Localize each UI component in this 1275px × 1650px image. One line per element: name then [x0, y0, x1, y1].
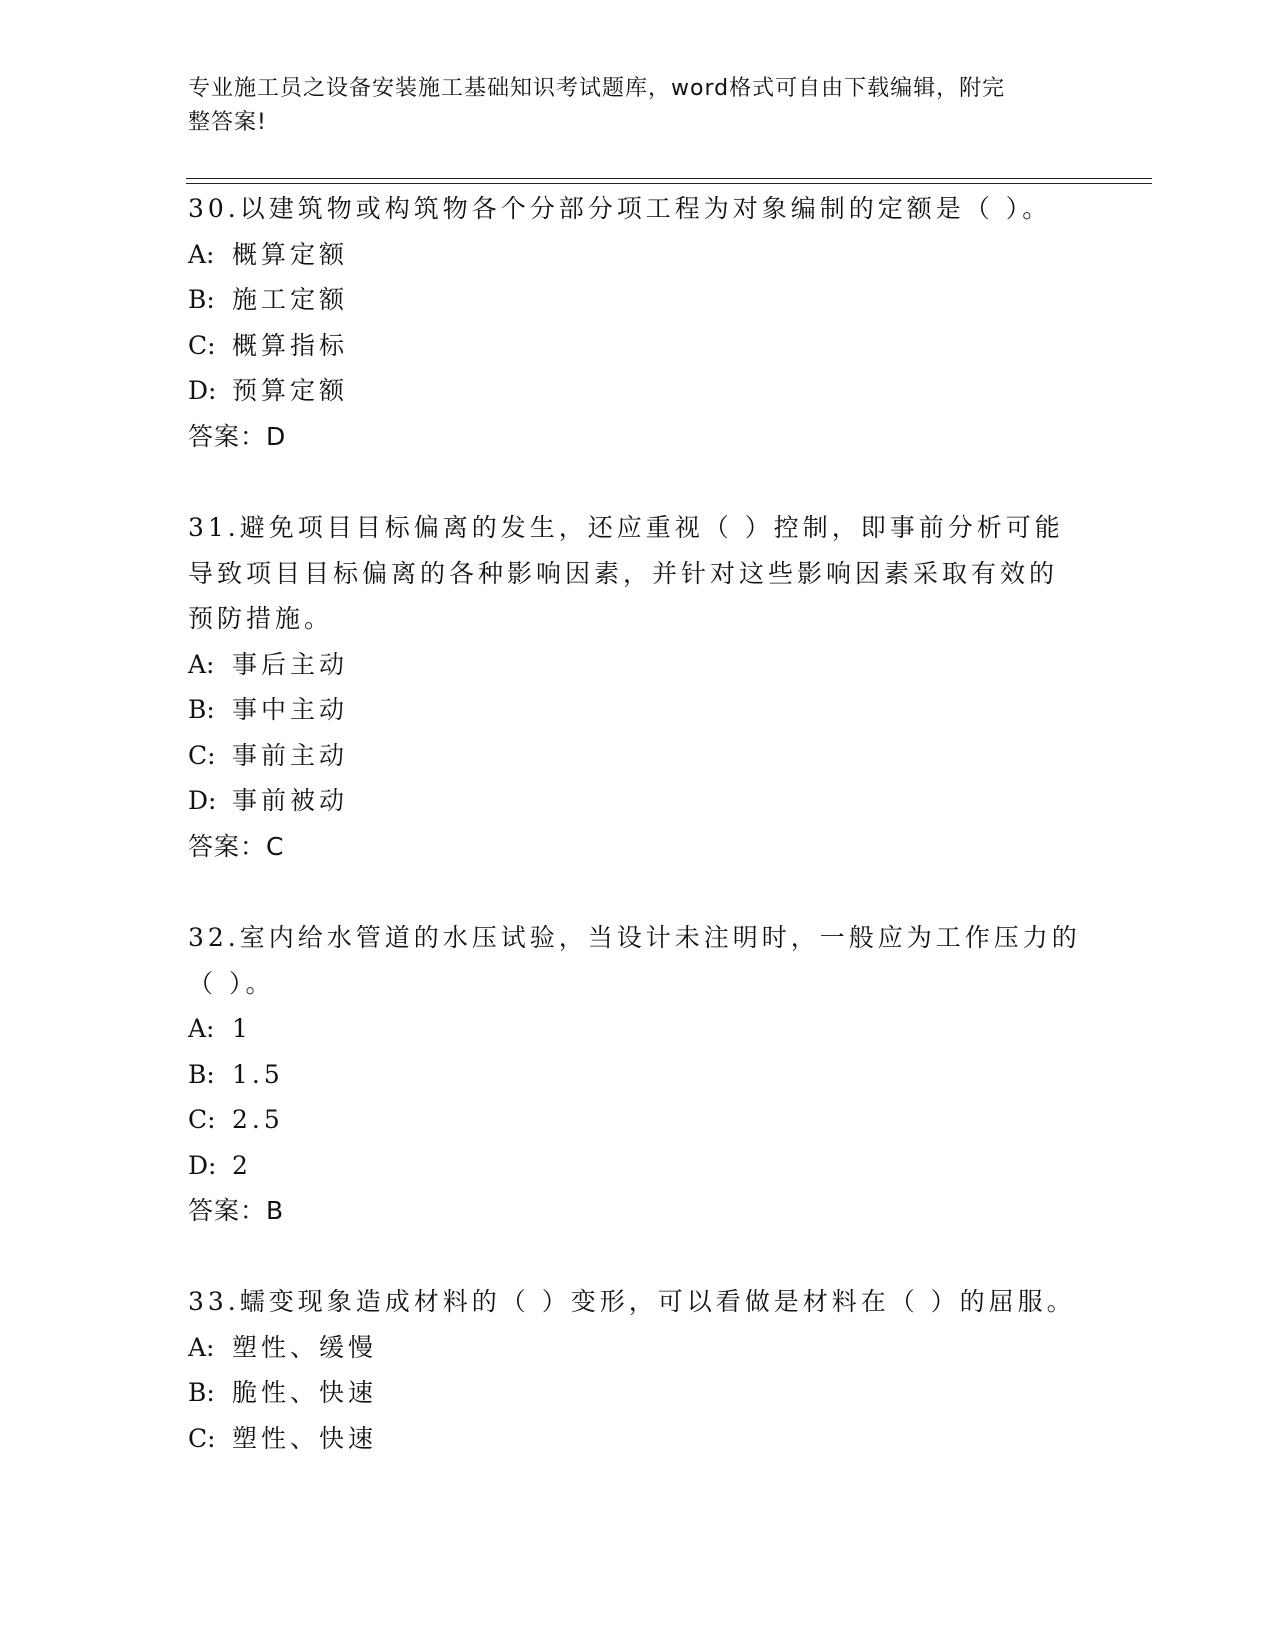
option-b	[188, 1370, 1088, 1416]
option-letter: A:	[188, 649, 215, 679]
option-c	[188, 1416, 1088, 1462]
option-text: 1	[232, 1014, 252, 1043]
option-text: 脆性、快速	[232, 1378, 378, 1407]
question-31	[188, 505, 1088, 869]
question-stem: 32.室内给水管道的水压试验，当设计未注明时，一般应为工作压力的 （ ）。	[188, 923, 1081, 998]
answer: 答案：C	[188, 831, 285, 861]
option-text: 事前主动	[232, 740, 349, 770]
header-divider-bottom	[186, 183, 1152, 184]
option-letter: A:	[188, 1014, 215, 1043]
question-stem: 30.以建筑物或构筑物各个分部分项工程为对象编制的定额是（ ）。	[188, 194, 1052, 223]
option-c	[188, 323, 1088, 369]
question-stem: 31.避免项目目标偏离的发生，还应重视（ ）控制，即事前分析可能 导致项目目标偏离的各种影响因素，并针对这些影响因素采取有效的 预防措施。	[188, 513, 1064, 633]
option-text: 事中主动	[232, 695, 349, 724]
option-c	[188, 1097, 1088, 1143]
option-letter: D:	[188, 1150, 217, 1180]
option-letter: B:	[188, 1378, 215, 1407]
option-text: 塑性、缓慢	[232, 1332, 378, 1362]
option-text: 事前被动	[232, 786, 349, 815]
option-text: 2.5	[232, 1105, 284, 1134]
option-letter: B:	[188, 1059, 215, 1089]
option-letter: A:	[188, 1332, 215, 1362]
option-text: 事后主动	[232, 649, 349, 679]
header-divider-top	[186, 178, 1152, 179]
option-text: 概算定额	[232, 239, 349, 269]
option-letter: B:	[188, 285, 215, 314]
option-text: 2	[232, 1150, 252, 1180]
option-d	[188, 368, 1088, 414]
option-letter: C:	[188, 740, 216, 770]
option-text: 施工定额	[232, 285, 349, 314]
option-text: 塑性、快速	[232, 1423, 378, 1453]
option-letter: A:	[188, 239, 215, 269]
option-a	[188, 1325, 1088, 1371]
option-text: 1.5	[232, 1059, 284, 1089]
answer: 答案：B	[188, 1196, 285, 1225]
option-letter: C:	[188, 1105, 216, 1134]
question-32	[188, 915, 1088, 1234]
option-a	[188, 1006, 1088, 1052]
question-30	[188, 186, 1088, 459]
option-d	[188, 1143, 1088, 1189]
option-letter: C:	[188, 1423, 216, 1453]
option-b	[188, 277, 1088, 323]
question-33	[188, 1279, 1088, 1461]
option-letter: C:	[188, 330, 216, 360]
option-b	[188, 1052, 1088, 1098]
option-a	[188, 642, 1088, 688]
option-b	[188, 687, 1088, 733]
option-letter: D:	[188, 376, 217, 405]
option-c	[188, 733, 1088, 779]
option-letter: B:	[188, 695, 215, 724]
option-text: 预算定额	[232, 376, 349, 405]
answer: 答案：D	[188, 421, 287, 451]
option-text: 概算指标	[232, 330, 349, 360]
document-header: 专业施工员之设备安装施工基础知识考试题库，word格式可自由下载编辑，附完 整答案!	[188, 76, 1006, 135]
question-stem: 33.蠕变现象造成材料的（ ）变形，可以看做是材料在（ ）的屈服。	[188, 1287, 1076, 1316]
option-d	[188, 778, 1088, 824]
option-a	[188, 232, 1088, 278]
option-letter: D:	[188, 786, 217, 815]
